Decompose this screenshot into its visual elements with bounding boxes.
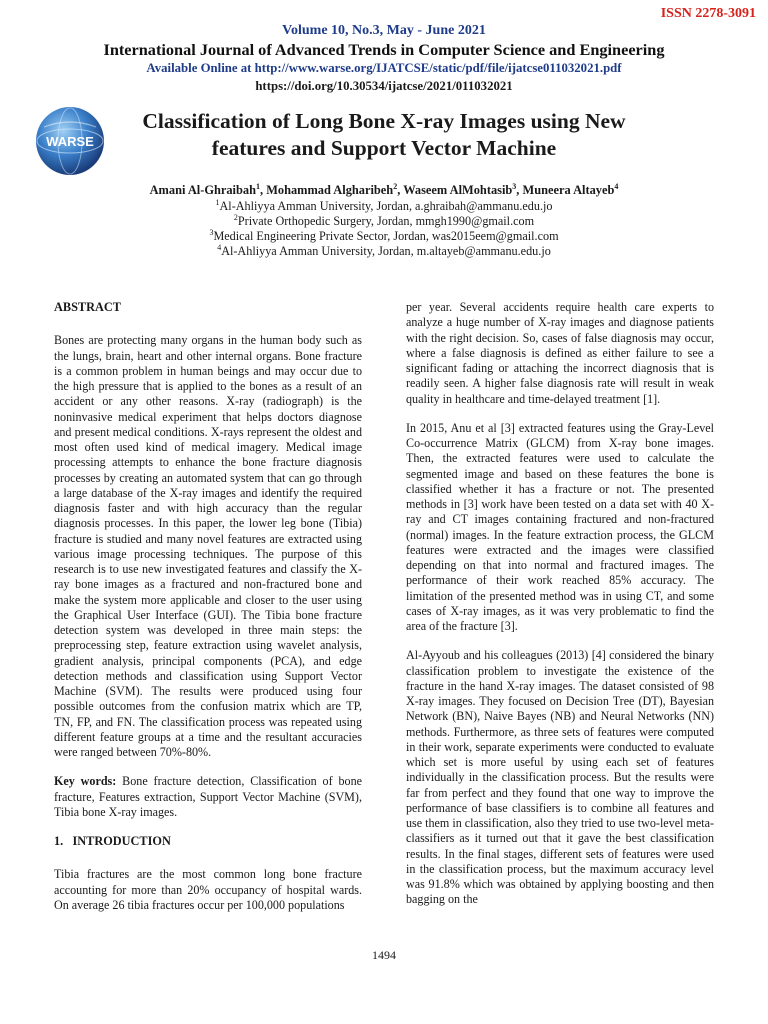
available-online-link[interactable]: Available Online at http://www.warse.org/IJATCSE/static/pdf/file/ijatcse011032021.pdf	[146, 61, 622, 75]
affiliation-text: Al-Ahliyya Amman University, Jordan, m.altayeb@ammanu.edu.jo	[221, 244, 551, 259]
title-line-1: Classification of Long Bone X-ray Images using New	[142, 109, 626, 133]
affiliation	[0, 243, 768, 259]
author-affiliation-marker: 2	[393, 182, 398, 191]
author-name: Mohammad Algharibeh	[266, 183, 394, 198]
left-column	[54, 300, 362, 927]
warse-logo	[34, 105, 106, 177]
author-separator: ,	[397, 183, 404, 198]
author-affiliation-marker: 1	[255, 182, 260, 191]
abstract-text: Bones are protecting many organs in the human body such as the lungs, brain, heart and other internal organs. Bone fracture is a common problem in human beings and may occur due to the high pressure that is applied to the bones as a result of an accident or any other reasons. X-ray (radiograph) is the noninvasive medical experiment that helps doctors diagnose and present medical conditions. X-rays represent the oldest and most often used kind of medical imagery. Medical image processing attempts to enhance the bone fracture diagnosis processes by creating an automated system that can go through a large database of the X-ray images and identify the required diagnosis faster and with high accuracy than the regular diagnosis processes. In this paper, the lower leg bone (Tibia) fracture is studied and many novel features are extracted using various image processing techniques. The purpose of this research is to use new investigated features and classify the X-ray bone images as a fractured and non-fractured bone and make the system more applicable and closer to the user using the Graphical User Interface (GUI). The Tibia bone fracture detection system was developed in three main steps: the preprocessing step, feature extraction using wavelet analysis, gradient analysis, principal components (PCA), and edge detection methods and classification using Support Vector Machine (SVM). The results were produced using four possible outcomes from the confusion matrix which are TP, TN, FP, and FN. The classification process was repeated using different feature groups at a time and the resultant accuracies were ranged between 70%-80%.	[54, 333, 362, 759]
affiliation-marker: 4	[217, 243, 222, 252]
affiliation	[0, 198, 768, 214]
paragraph: In 2015, Anu et al [3] extracted features using the Gray-Level Co-occurrence Matrix (GLCM) from X-ray bone images. Then, the extracted features were used to calculate the segmented image and based on these features the bone is classified whether it has a fracture or not. The presented methods in [3] work have been tested on a data set with 40 X-ray and CT images containing fractured and non-fractured (normal) images. In the feature extraction process, the GLCM features were extracted and the images were classified depending on that into normal and fractured images. The performance of their work reached 85% accuracy. The limitation of the presented method was in using CT, and some cases of X-ray images, as it was very problematic to find the area of the fracture [3].	[406, 420, 714, 633]
doi-link[interactable]: https://doi.org/10.30534/ijatcse/2021/011032021	[255, 79, 513, 93]
author-separator: ,	[516, 183, 523, 198]
right-column	[406, 300, 714, 922]
affiliation	[0, 213, 768, 229]
author-separator: ,	[259, 183, 267, 198]
svg-text:WARSE: WARSE	[46, 134, 94, 149]
paper-title	[118, 108, 650, 162]
paragraph: Al-Ayyoub and his colleagues (2013) [4] considered the binary classification problem to investigate the existence of the fracture in the hand X-ray images. The dataset consisted of 98 X-ray images. They focused on Decision Tree (DT), Bayesian Network (BN), Naive Bayes (NB) and Neural Networks (NN) methods. Furthermore, as three sets of features were computed in their work, separate experiments were conducted to evaluate which set is more useful by using each set of features individually in the classification process. But the results were far from perfect and they found that one way to improve the performance of base classifiers is to combine all features and use them in classification, also they tried to use two-level meta-classifiers as it turned out that it gave the best classification results. In the final stages, different sets of features were used in the classification process, but the maximum accuracy level was 91.8% which was obtained by applying boosting and then bagging on the	[406, 648, 714, 907]
volume-info: Volume 10, No.3, May - June 2021	[282, 23, 486, 38]
affiliation-marker: 1	[215, 198, 220, 207]
affiliation-text: Private Orthopedic Surgery, Jordan, mmgh1990@gmail.com	[237, 214, 535, 229]
affiliation-marker: 3	[209, 228, 214, 237]
abstract-heading: ABSTRACT	[54, 300, 121, 314]
keywords-text: Bone fracture detection, Classification of bone fracture, Features extraction, Support Vector Machine (SVM), Tibia bone X-ray images.	[54, 774, 363, 819]
affiliation	[0, 228, 768, 244]
author-affiliation-marker: 4	[614, 182, 619, 191]
author-name: Amani Al-Ghraibah	[149, 183, 256, 198]
introduction-text: Tibia fractures are the most common long bone fracture accounting for more than 20% occupancy of hospital wards. On average 26 tibia fractures occur per 100,000 populations	[54, 867, 362, 912]
affiliation-text: Al-Ahliyya Amman University, Jordan, a.ghraibah@ammanu.edu.jo	[219, 199, 553, 214]
journal-title: International Journal of Advanced Trends in Computer Science and Engineering	[103, 40, 665, 59]
paragraph: per year. Several accidents require health care experts to analyze a huge number of X-ray images and diagnose patients with the right decision. So, cases of false diagnosis may occur, where a false diagnosis is defined as either failure to see a significant fading or attaching the incorrect diagnosis that is readily seen. A higher false diagnosis rate will result in weak quality in healthcare and time-delayed treatment [1].	[406, 300, 714, 406]
affiliation-marker: 2	[233, 213, 238, 222]
page-number: 1494	[372, 948, 396, 962]
affiliation-text: Medical Engineering Private Sector, Jordan, was2015eem@gmail.com	[213, 229, 559, 244]
author-list	[0, 182, 768, 198]
author-name: Waseem AlMohtasib	[403, 183, 513, 198]
keywords-label: Key words:	[54, 774, 117, 789]
introduction-heading: 1. INTRODUCTION	[54, 834, 171, 848]
author-name: Muneera Altayeb	[522, 183, 615, 198]
keywords	[54, 774, 362, 820]
author-affiliation-marker: 3	[512, 182, 517, 191]
title-line-2: features and Support Vector Machine	[211, 136, 557, 160]
issn: ISSN 2278-3091	[660, 6, 756, 21]
